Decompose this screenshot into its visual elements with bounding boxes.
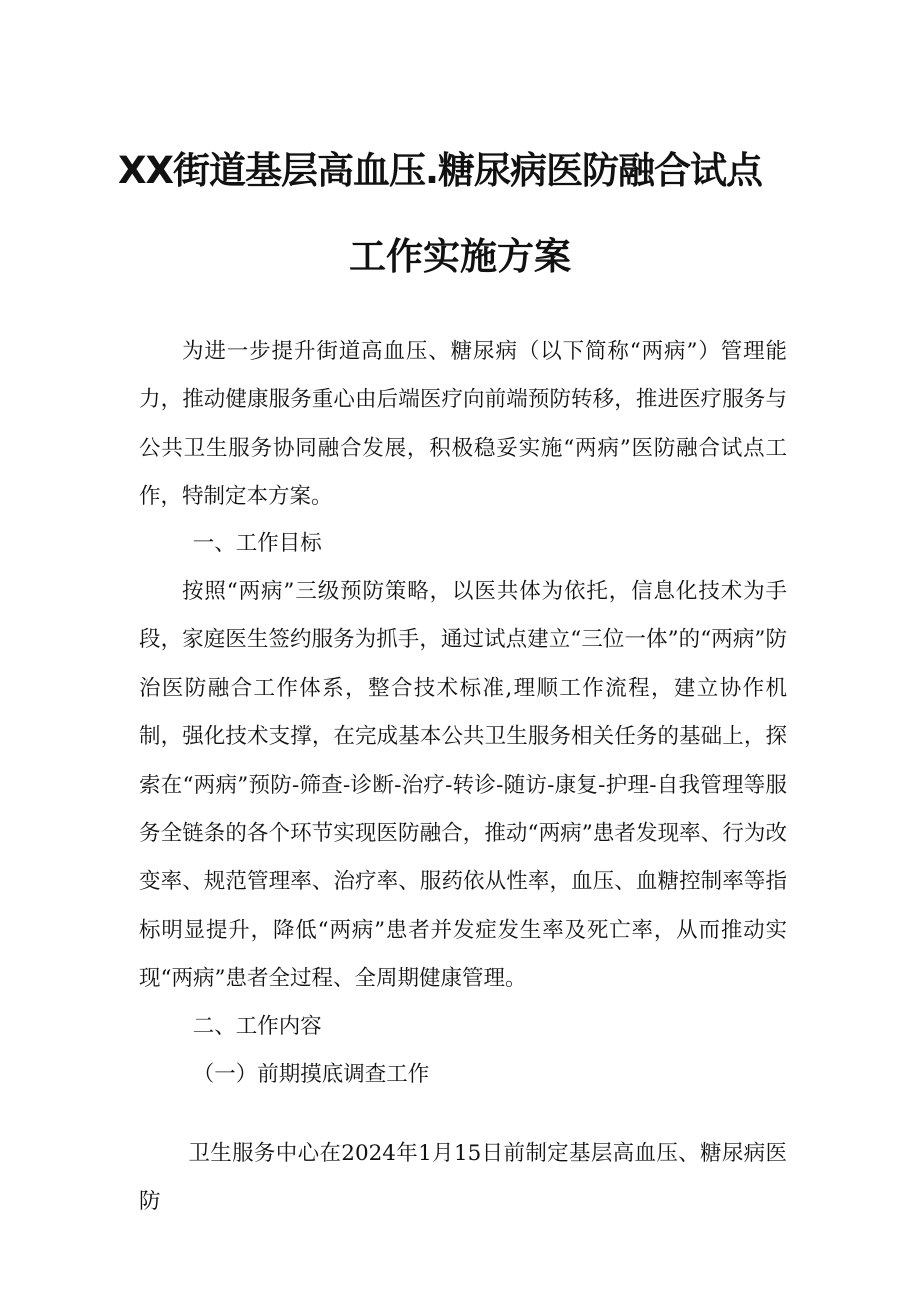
subsection1-heading-block: [139, 1051, 787, 1099]
section1-paragraph: 按照“两病”三级预防策略，以医共体为依托，信息化技术为手段，家庭医生签约服务为抓手，通过试点建立“三位一体”的“两病”防治医防融合工作体系，整合技术标准,理顺工作流程，建立协作机制，强化技术支撑，在完成基本公共卫生服务相关任务的基础上，探索在“两病”预防-筛查-诊断-治疗-转诊-随访-康复-护理-自我管理等服务全链条的各个环节实现医防融合，推动“两病”患者发现率、行为改变率、规范管理率、治疗率、服药依从性率，血压、血糖控制率等指标明显提升，降低“两病”患者并发症发生率及死亡率，从而推动实现“两病”患者全过程、全周期健康管理。: [139, 579, 787, 992]
subsection1-heading: （一）前期摸底调查工作: [192, 1062, 430, 1087]
section1-heading-block: [139, 520, 787, 568]
section2-heading-block: [139, 1003, 787, 1051]
intro-block: [139, 328, 787, 522]
section1-heading: 一、工作目标: [192, 531, 322, 556]
intro-paragraph: 为进一步提升街道高血压、糖尿病（以下简称“两病”）管理能力，推动健康服务重心由后端医疗向前端预防转移，推进医疗服务与公共卫生服务协同融合发展，积极稳妥实施“两病”医防融合试点工作，特制定本方案。: [139, 339, 787, 510]
document-title-line2: [0, 226, 920, 280]
document-title-line2-text: 工作实施方案: [349, 235, 571, 278]
section2-heading: 二、工作内容: [192, 1014, 322, 1039]
document-title-line1: XX街道基层高血压.糖尿病医防融合试点: [117, 149, 763, 192]
subsection1-block: [139, 1130, 787, 1227]
subsection1-paragraph: 卫生服务中心在2024年1月15日前制定基层高血压、糖尿病医防: [139, 1141, 787, 1215]
section1-block: [139, 568, 787, 1004]
